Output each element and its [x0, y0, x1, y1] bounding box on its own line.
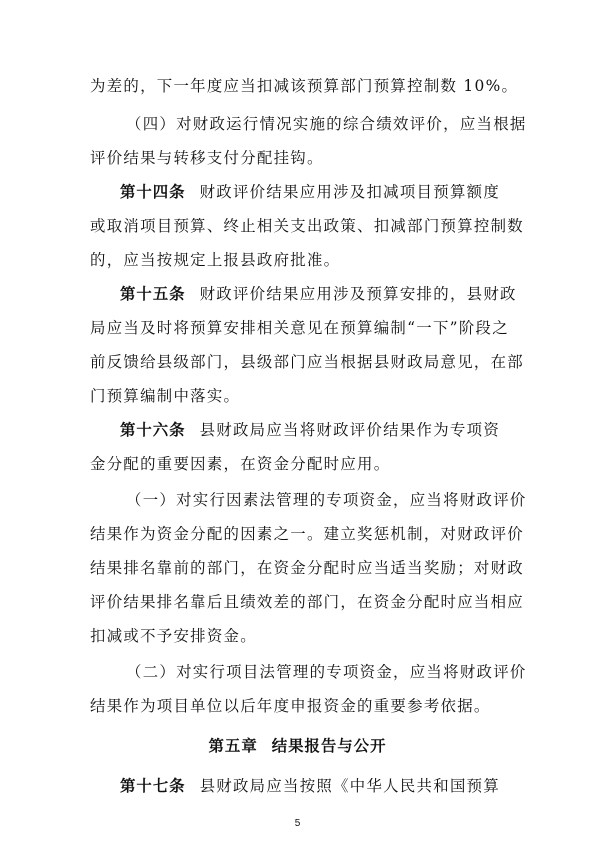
article-line: 第十五条 财政评价结果应用涉及预算安排的，县财政 [120, 285, 517, 303]
paragraph-line: （一）对实行因素法管理的专项资金，应当将财政评价 [126, 491, 527, 509]
article-number: 第十五条 [120, 285, 186, 303]
paragraph-line: 前反馈给县级部门，县级部门应当根据县财政局意见，在部 [90, 353, 524, 371]
paragraph-line: 评价结果与转移支付分配挂钩。 [90, 149, 324, 167]
paragraph-line: 金分配的重要因素，在资金分配时应用。 [90, 455, 391, 473]
chapter-number: 第五章 [208, 737, 258, 755]
paragraph-line: （二）对实行项目法管理的专项资金，应当将财政评价 [126, 663, 527, 681]
chapter-title: 结果报告与公开 [271, 737, 387, 755]
paragraph-line: 局应当及时将预算安排相关意见在预算编制“一下”阶段之 [90, 319, 509, 337]
article-line: 第十七条 县财政局应当按照《中华人民共和国预算 [120, 777, 501, 795]
paragraph-line: 或取消项目预算、终止相关支出政策、扣减部门预算控制数 [90, 217, 524, 235]
paragraph-line: 结果作为项目单位以后年度申报资金的重要参考依据。 [90, 697, 491, 715]
paragraph-line: 结果排名靠前的部门，在资金分配时应当适当奖励；对财政 [90, 559, 524, 577]
chapter-heading [0, 736, 595, 756]
article-line: 第十四条 财政评价结果应用涉及扣减项目预算额度 [120, 183, 501, 201]
paragraph-line: （四）对财政运行情况实施的综合绩效评价，应当根据 [126, 115, 527, 133]
paragraph-line: 扣减或不予安排资金。 [90, 627, 257, 645]
paragraph-line: 的，应当按规定上报县政府批准。 [90, 251, 341, 269]
paragraph-line: 门预算编制中落实。 [90, 387, 241, 405]
paragraph-line: 为差的，下一年度应当扣减该预算部门预算控制数 10%。 [90, 77, 519, 95]
article-line: 第十六条 县财政局应当将财政评价结果作为专项资 [120, 421, 501, 439]
paragraph-line: 评价结果排名靠后且绩效差的部门，在资金分配时应当相应 [90, 593, 524, 611]
paragraph-line: 结果作为资金分配的因素之一。建立奖惩机制，对财政评价 [90, 525, 524, 543]
article-number: 第十七条 [120, 777, 186, 795]
article-number: 第十四条 [120, 183, 186, 201]
article-number: 第十六条 [120, 421, 186, 439]
page-number: 5 [294, 818, 301, 829]
